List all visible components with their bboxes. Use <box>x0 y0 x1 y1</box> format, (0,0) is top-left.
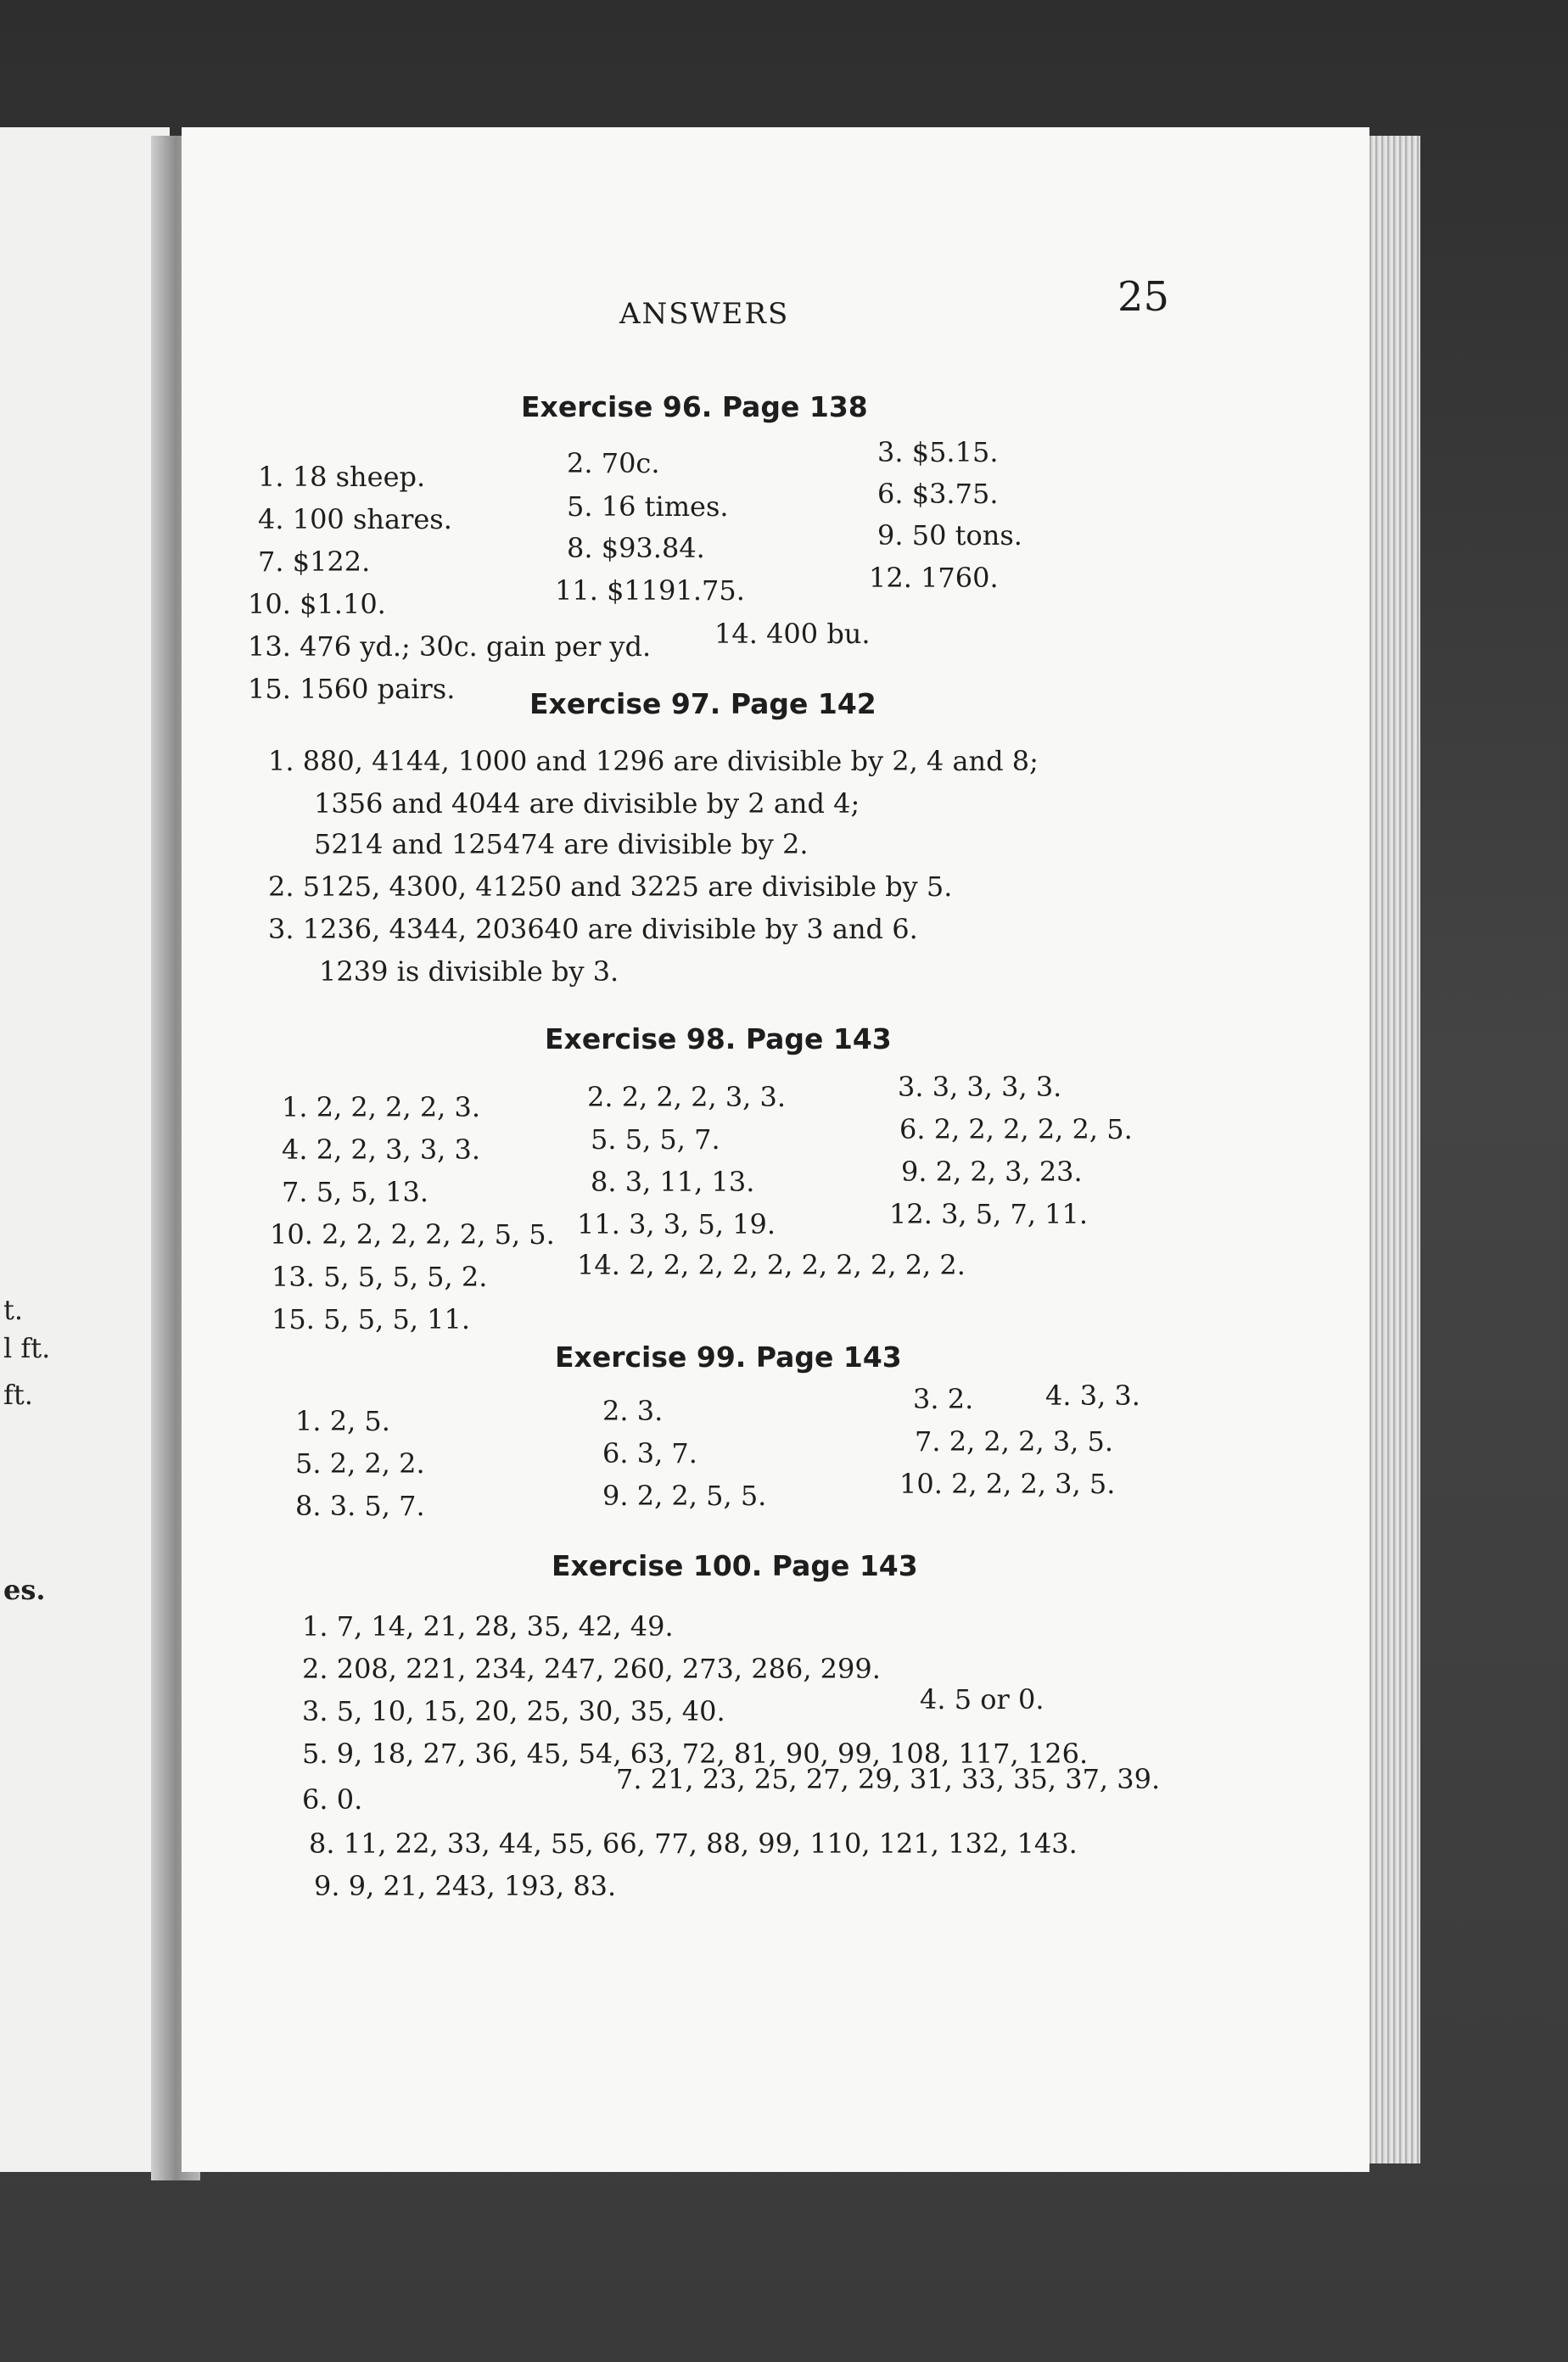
answer-line: 1. 880, 4144, 1000 and 1296 are divisible by 2, 4 and 8; <box>268 745 1039 777</box>
answer-line: 5214 and 125474 are divisible by 2. <box>314 828 809 860</box>
answer-line: 2. 5125, 4300, 41250 and 3225 are divisible by 5. <box>268 870 953 903</box>
answer-item: 11. $1191.75. <box>555 574 745 607</box>
exercise-99-heading: Exercise 99. Page 143 <box>555 1341 902 1374</box>
exercise-100-heading: Exercise 100. Page 143 <box>552 1549 918 1582</box>
answer-line: 7. 21, 23, 25, 27, 29, 31, 33, 35, 37, 39. <box>616 1763 1161 1795</box>
answer-item: 7. 2, 2, 2, 3, 5. <box>915 1425 1114 1458</box>
answer-item: 5. 16 times. <box>567 490 729 523</box>
answer-item: 4. 3, 3. <box>1045 1380 1140 1412</box>
answer-item: 5. 5, 5, 7. <box>591 1123 720 1156</box>
answer-item: 10. 2, 2, 2, 3, 5. <box>899 1468 1116 1500</box>
answer-item: 8. 3, 11, 13. <box>591 1166 755 1198</box>
answer-line: 1356 and 4044 are divisible by 2 and 4; <box>314 787 860 820</box>
answer-line: 3. 5, 10, 15, 20, 25, 30, 35, 40. <box>302 1695 725 1727</box>
answer-item: 6. $3.75. <box>877 478 999 510</box>
answer-item: 14. 400 bu. <box>714 618 871 650</box>
answer-item: 4. 100 shares. <box>258 503 452 535</box>
left-page-fragment: t. <box>3 1294 24 1326</box>
answer-item: 1. 2, 5. <box>295 1405 390 1437</box>
answer-item: 8. $93.84. <box>567 532 705 564</box>
answer-item: 5. 2, 2, 2. <box>295 1447 425 1480</box>
answer-line: 3. 1236, 4344, 203640 are divisible by 3 and 6. <box>268 913 918 945</box>
answer-item: 14. 2, 2, 2, 2, 2, 2, 2, 2, 2, 2. <box>577 1249 966 1281</box>
answer-item: 15. 5, 5, 5, 11. <box>272 1303 471 1335</box>
answer-item: 3. 2. <box>913 1383 974 1415</box>
answer-line: 8. 11, 22, 33, 44, 55, 66, 77, 88, 99, 110, 121, 132, 143. <box>309 1827 1078 1860</box>
answer-item: 12. 1760. <box>869 562 999 594</box>
answer-item: 9. 2, 2, 3, 23. <box>901 1156 1083 1188</box>
answer-item: 10. 2, 2, 2, 2, 2, 5, 5. <box>270 1218 555 1251</box>
answer-line: 9. 9, 21, 243, 193, 83. <box>314 1870 617 1902</box>
answer-item: 15. 1560 pairs. <box>248 673 456 705</box>
answer-item: 13. 476 yd.; 30c. gain per yd. <box>248 630 652 663</box>
answer-item: 8. 3. 5, 7. <box>295 1490 425 1522</box>
answer-line: 5. 9, 18, 27, 36, 45, 54, 63, 72, 81, 90, 99, 108, 117, 126. <box>302 1738 1089 1770</box>
answer-item: 7. $122. <box>258 546 371 578</box>
book-page <box>182 127 1369 2172</box>
answer-line: 2. 208, 221, 234, 247, 260, 273, 286, 299. <box>302 1653 881 1685</box>
answer-item: 6. 3, 7. <box>602 1437 697 1469</box>
exercise-96-heading: Exercise 96. Page 138 <box>521 390 868 423</box>
answer-item: 1. 18 sheep. <box>258 461 426 493</box>
answer-item: 3. $5.15. <box>877 436 999 468</box>
page-number: 25 <box>1117 273 1170 321</box>
left-page-fragment: ft. <box>3 1379 33 1411</box>
answer-item: 13. 5, 5, 5, 5, 2. <box>272 1261 488 1293</box>
answer-line: 4. 5 or 0. <box>920 1683 1044 1716</box>
left-page-fragment: l ft. <box>3 1332 51 1364</box>
answer-line: 1239 is divisible by 3. <box>319 955 619 988</box>
answer-item: 9. 50 tons. <box>877 519 1022 551</box>
answer-item: 11. 3, 3, 5, 19. <box>577 1208 776 1240</box>
exercise-98-heading: Exercise 98. Page 143 <box>545 1022 892 1055</box>
answer-line: 1. 7, 14, 21, 28, 35, 42, 49. <box>302 1610 674 1643</box>
left-page-edge <box>0 127 170 2172</box>
answer-item: 7. 5, 5, 13. <box>282 1176 428 1208</box>
answer-item: 10. $1.10. <box>248 588 386 620</box>
answer-item: 6. 2, 2, 2, 2, 2, 5. <box>899 1113 1133 1145</box>
answer-item: 9. 2, 2, 5, 5. <box>602 1480 767 1512</box>
left-page-fragment: es. <box>3 1574 46 1606</box>
answer-item: 12. 3, 5, 7, 11. <box>889 1198 1089 1230</box>
answer-item: 2. 2, 2, 2, 3, 3. <box>587 1081 787 1113</box>
answer-item: 2. 70c. <box>567 447 660 479</box>
answer-item: 3. 3, 3, 3, 3. <box>898 1071 1062 1103</box>
running-head: ANSWERS <box>619 297 790 331</box>
answer-line: 6. 0. <box>302 1783 363 1816</box>
answer-item: 2. 3. <box>602 1395 664 1427</box>
answer-item: 1. 2, 2, 2, 2, 3. <box>282 1091 481 1123</box>
exercise-97-heading: Exercise 97. Page 142 <box>529 687 876 720</box>
answer-item: 4. 2, 2, 3, 3, 3. <box>282 1133 481 1166</box>
